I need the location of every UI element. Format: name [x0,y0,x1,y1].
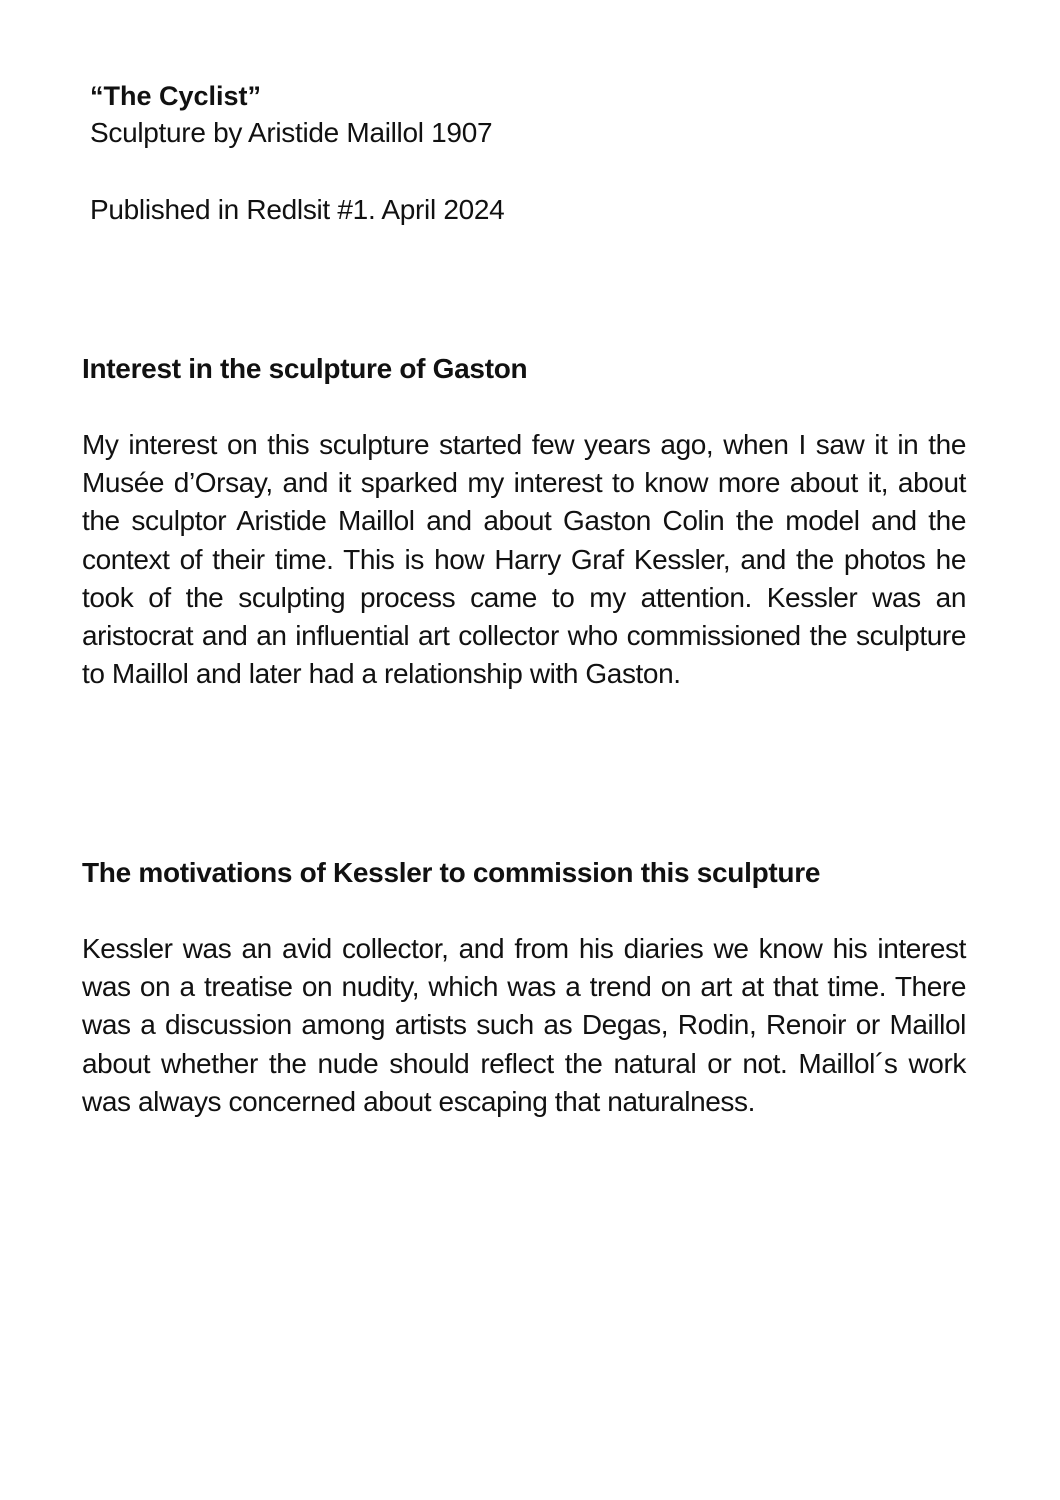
section-heading: The motivations of Kessler to commission this sculpture [82,857,821,888]
document-title: “The Cyclist” [90,81,262,111]
section-interest [82,350,966,693]
section-body: My interest on this sculpture started few years ago, when I saw it in the Musée d’Orsay, and it sparked my interest to know more about it, about the sculptor Aristide Maillol and about Gaston Colin the model and the context of their time. This is how Harry Graf Kessler, and the photos he took of the sculpting process came to my attention. Kessler was an aristocrat and an influential art collector who commissioned the sculpture to Maillol and later had a relationship with Gaston. [82,429,966,690]
section-body: Kessler was an avid collector, and from his diaries we know his interest was on a treatise on nudity, which was a trend on art at that time. There was a discussion among artists such as Degas, Rodin, Renoir or Maillol about whether the nude should reflect the natural or not. Maillol´s work was always concerned about escaping that naturalness. [82,933,966,1117]
publication-info: Published in Redlsit #1. April 2024 [90,194,505,225]
section-motivations [82,854,966,1121]
section-heading: Interest in the sculpture of Gaston [82,353,528,384]
document-subtitle: Sculpture by Aristide Maillol 1907 [90,117,493,148]
document-header [90,78,690,229]
